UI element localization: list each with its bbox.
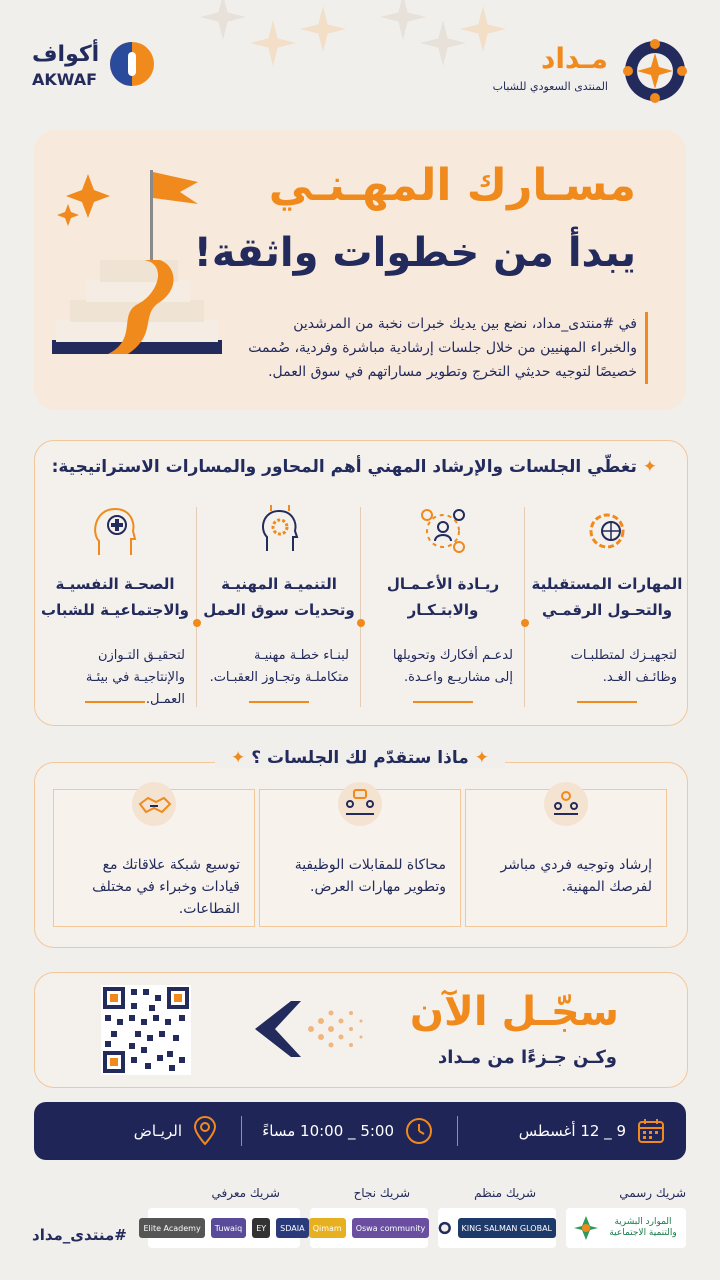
entrepreneurship-icon <box>413 501 473 561</box>
session-text: إرشاد وتوجيه فردي مباشر لفرصك المهنية. <box>500 857 652 895</box>
time-info <box>262 1102 434 1160</box>
official-partner-logo <box>566 1208 686 1248</box>
underline-divider <box>577 701 637 703</box>
madad-logo <box>428 38 688 104</box>
hero-card <box>34 130 686 410</box>
time-text: 5:00 _ 10:00 مساءً <box>262 1122 394 1140</box>
track-title: الصحـة النفسيـة والاجتماعيـة للشباب <box>41 575 189 619</box>
track-item <box>35 501 195 711</box>
track-description: لبنـاء خطـة مهنيـة متكاملـة وتجـاوز العقبـات. <box>209 648 349 685</box>
track-item <box>527 501 687 711</box>
track-description: لدعـم أفكارك وتحويلها إلى مشاريـع واعـدة. <box>392 648 513 685</box>
event-info-bar <box>34 1102 686 1160</box>
track-title: المهارات المستقبلية والتحـول الرقمـي <box>531 575 683 619</box>
decor-star-icon <box>250 20 296 66</box>
seal-icon <box>438 1217 452 1239</box>
location-text: الريـاض <box>133 1122 182 1140</box>
info-divider <box>241 1116 242 1146</box>
madad-subtitle: المنتدى السعودي للشباب <box>492 80 608 93</box>
underline-divider <box>249 701 309 703</box>
decor-star-icon <box>300 6 346 52</box>
sessions-heading-text: ماذا ستقدّم لك الجلسات ؟ <box>251 748 469 768</box>
mentoring-icon <box>544 782 588 826</box>
stairs-flag-illustration <box>48 164 238 364</box>
akwaf-arabic-name: أكواف <box>32 42 100 67</box>
king-salman-logo: KING SALMAN GLOBAL <box>458 1218 556 1238</box>
date-info <box>519 1102 666 1160</box>
tracks-card <box>34 440 688 726</box>
sparkle-icon: ✦ <box>642 457 657 477</box>
handshake-icon <box>132 782 176 826</box>
calendar-icon <box>636 1116 666 1146</box>
track-title: التنميـة المهنيـة وتحديات سوق العمل <box>203 575 355 619</box>
organizer-partner-logo <box>438 1208 556 1248</box>
akwaf-english-name: AKWAF <box>32 70 98 89</box>
session-item <box>465 789 667 927</box>
column-divider <box>360 507 361 707</box>
track-description: لتجهيـزك لمتطلبـات وظائـف الغـد. <box>570 648 677 685</box>
qimam-logo: Qimam <box>309 1218 346 1238</box>
sessions-heading <box>0 748 720 768</box>
official-partner-label: شريك رسمي <box>619 1186 686 1200</box>
tuwaiq-logo: Tuwaiq <box>211 1218 247 1238</box>
madad-name: مـداد <box>540 42 608 75</box>
hero-title: مسـارك المهـنـي <box>268 160 636 211</box>
qr-code[interactable] <box>101 985 191 1075</box>
madad-emblem-icon <box>622 38 688 104</box>
date-text: 9 _ 12 أغسطس <box>518 1122 626 1140</box>
ey-logo: EY <box>252 1218 270 1238</box>
underline-divider <box>413 701 473 703</box>
sessions-card <box>34 762 688 948</box>
elite-academy-logo: Elite Academy <box>139 1218 204 1238</box>
decor-star-icon <box>200 0 246 40</box>
digital-gear-icon <box>577 501 637 561</box>
oswa-logo: Oswa community <box>352 1218 430 1238</box>
location-info <box>134 1102 218 1160</box>
session-text: توسيع شبكة علاقاتك مع قيادات وخبراء في مختلف القطاعات. <box>92 857 240 917</box>
tracks-heading-text: تغطّي الجلسات والإرشاد المهني أهم المحاور والمسارات الاستراتيجية: <box>51 457 637 477</box>
sdaia-logo: SDAIA <box>276 1218 308 1238</box>
knowledge-partner-label: شريك معرفي <box>211 1186 280 1200</box>
underline-divider <box>85 701 145 703</box>
location-pin-icon <box>192 1116 218 1146</box>
track-title: ريـادة الأعـمـال والابتـكـار <box>386 575 500 619</box>
clock-icon <box>404 1116 434 1146</box>
head-gear-icon <box>249 501 309 561</box>
sparkle-icon: ✦ <box>231 748 246 768</box>
knowledge-partner-logos <box>143 1208 305 1248</box>
hr-ministry-name: الموارد البشرية والتنمية الاجتماعية <box>609 1217 677 1238</box>
mental-health-icon <box>85 501 145 561</box>
session-text: محاكاة للمقابلات الوظيفية وتطوير مهارات العرض. <box>294 857 446 895</box>
register-subtitle: وكـن جـزءًا من مـداد <box>438 1047 617 1068</box>
register-title[interactable]: سجّـل الآن <box>409 989 619 1035</box>
column-divider <box>524 507 525 707</box>
organizer-partner-label: شريك منظم <box>474 1186 536 1200</box>
session-item <box>53 789 255 927</box>
hero-description: في #منتدى_مداد، نضع بين يديك خبرات نخبة من المرشدين والخبراء المهنيين من خلال جلسات إرشادية مباشرة وفردية، صُممت خصيصًا لتوجيه حديثي التخرج وتطوير مساراتهم في سوق العمل. <box>247 312 648 384</box>
track-item <box>199 501 359 711</box>
arrow-left-icon <box>251 997 371 1061</box>
track-item <box>363 501 523 711</box>
info-divider <box>457 1116 458 1146</box>
track-description: لتحقيـق التـوازن والإنتاجيـة في بيئـة العمـل. <box>85 648 185 707</box>
tracks-heading <box>52 457 657 477</box>
register-card[interactable] <box>34 972 688 1088</box>
session-item <box>259 789 461 927</box>
hashtag[interactable]: #منتدى_مداد <box>32 1226 127 1244</box>
hero-subtitle: يبدأ من خطوات واثقة! <box>193 230 636 276</box>
success-partner-label: شريك نجاح <box>353 1186 410 1200</box>
success-partner-logo <box>310 1208 428 1248</box>
interview-icon <box>338 782 382 826</box>
column-divider <box>196 507 197 707</box>
sparkle-icon: ✦ <box>474 748 489 768</box>
akwaf-logo <box>32 40 172 96</box>
akwaf-emblem-icon <box>108 40 156 88</box>
ministry-emblem-icon <box>572 1214 600 1242</box>
